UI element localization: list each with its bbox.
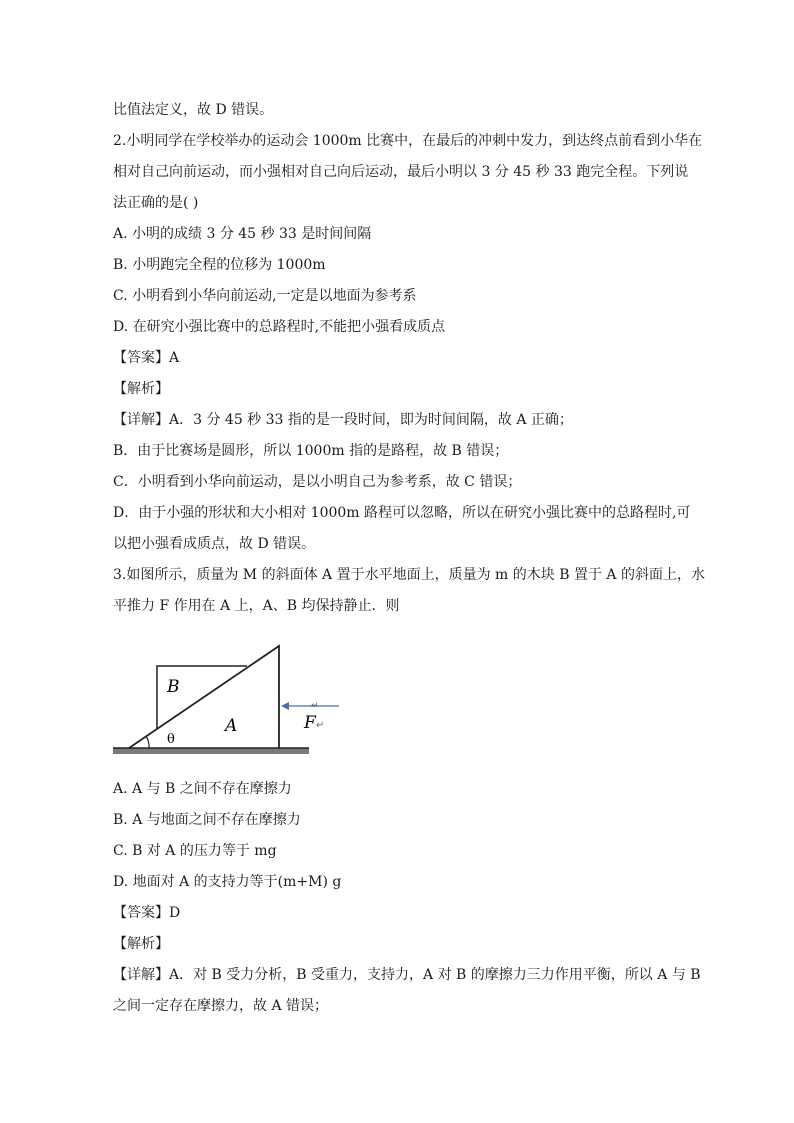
text-line: D．由于小强的形状和大小相对 1000m 路程可以忽略，所以在研究小强比赛中的总路程时,可 xyxy=(113,505,691,521)
text-line: 比值法定义，故 D 错误。 xyxy=(113,102,274,118)
answer-label: 【答案】A xyxy=(113,350,180,366)
text-line: 2.小明同学在学校举办的运动会 1000m 比赛中，在最后的冲刺中发力，到达终点前看到小华在 xyxy=(113,133,703,149)
option-line: D. 地面对 A 的支持力等于(m+M) g xyxy=(113,874,342,890)
label-b: B xyxy=(167,677,180,697)
text-line: C．小明看到小华向前运动，是以小明自己为参考系，故 C 错误； xyxy=(113,474,522,490)
text-line: 以把小强看成质点，故 D 错误。 xyxy=(113,536,316,552)
incline-diagram xyxy=(113,642,353,768)
label-f: F xyxy=(304,713,316,733)
answer-label: 【答案】D xyxy=(113,905,181,921)
ground xyxy=(113,748,309,754)
option-line: B. A 与地面之间不存在摩擦力 xyxy=(113,812,301,828)
text-line: 法正确的是( ) xyxy=(113,195,199,211)
option-line: C. B 对 A 的压力等于 mg xyxy=(113,843,277,859)
text-line: 之间一定存在摩擦力，故 A 错误； xyxy=(113,998,329,1014)
text-line: 相对自己向前运动，而小强相对自己向后运动，最后小明以 3 分 45 秒 33 跑完全程。下列说 xyxy=(113,164,689,180)
return-mark: ↵ xyxy=(311,701,319,711)
text-line: 3.如图所示，质量为 M 的斜面体 A 置于水平地面上，质量为 m 的木块 B 置于 A 的斜面上，水 xyxy=(113,567,705,583)
text-line: C. 小明看到小华向前运动,一定是以地面为参考系 xyxy=(113,288,417,304)
force-arrow-head xyxy=(281,702,289,710)
incline-body-a xyxy=(129,646,279,748)
text-line: D. 在研究小强比赛中的总路程时,不能把小强看成质点 xyxy=(113,319,446,335)
label-a: A xyxy=(225,716,238,736)
text-line: B．由于比赛场是圆形，所以 1000m 指的是路程，故 B 错误； xyxy=(113,443,509,459)
text-line: B. 小明跑完全程的位移为 1000m xyxy=(113,257,326,273)
text-line: A. 小明的成绩 3 分 45 秒 33 是时间间隔 xyxy=(113,226,372,242)
analysis-label: 【解析】 xyxy=(113,936,169,952)
analysis-label: 【解析】 xyxy=(113,381,169,397)
label-theta: θ xyxy=(167,732,175,747)
text-line: 平推力 F 作用在 A 上，A、B 均保持静止．则 xyxy=(113,598,400,614)
option-line: A. A 与 B 之间不存在摩擦力 xyxy=(113,781,292,797)
angle-arc xyxy=(146,736,149,748)
text-line: 【详解】A．对 B 受力分析，B 受重力，支持力，A 对 B 的摩擦力三力作用平衡，所以 A 与 B xyxy=(113,967,701,983)
text-line: 【详解】A．3 分 45 秒 33 指的是一段时间，即为时间间隔，故 A 正确； xyxy=(113,412,573,428)
return-mark: ↵ xyxy=(316,720,325,731)
